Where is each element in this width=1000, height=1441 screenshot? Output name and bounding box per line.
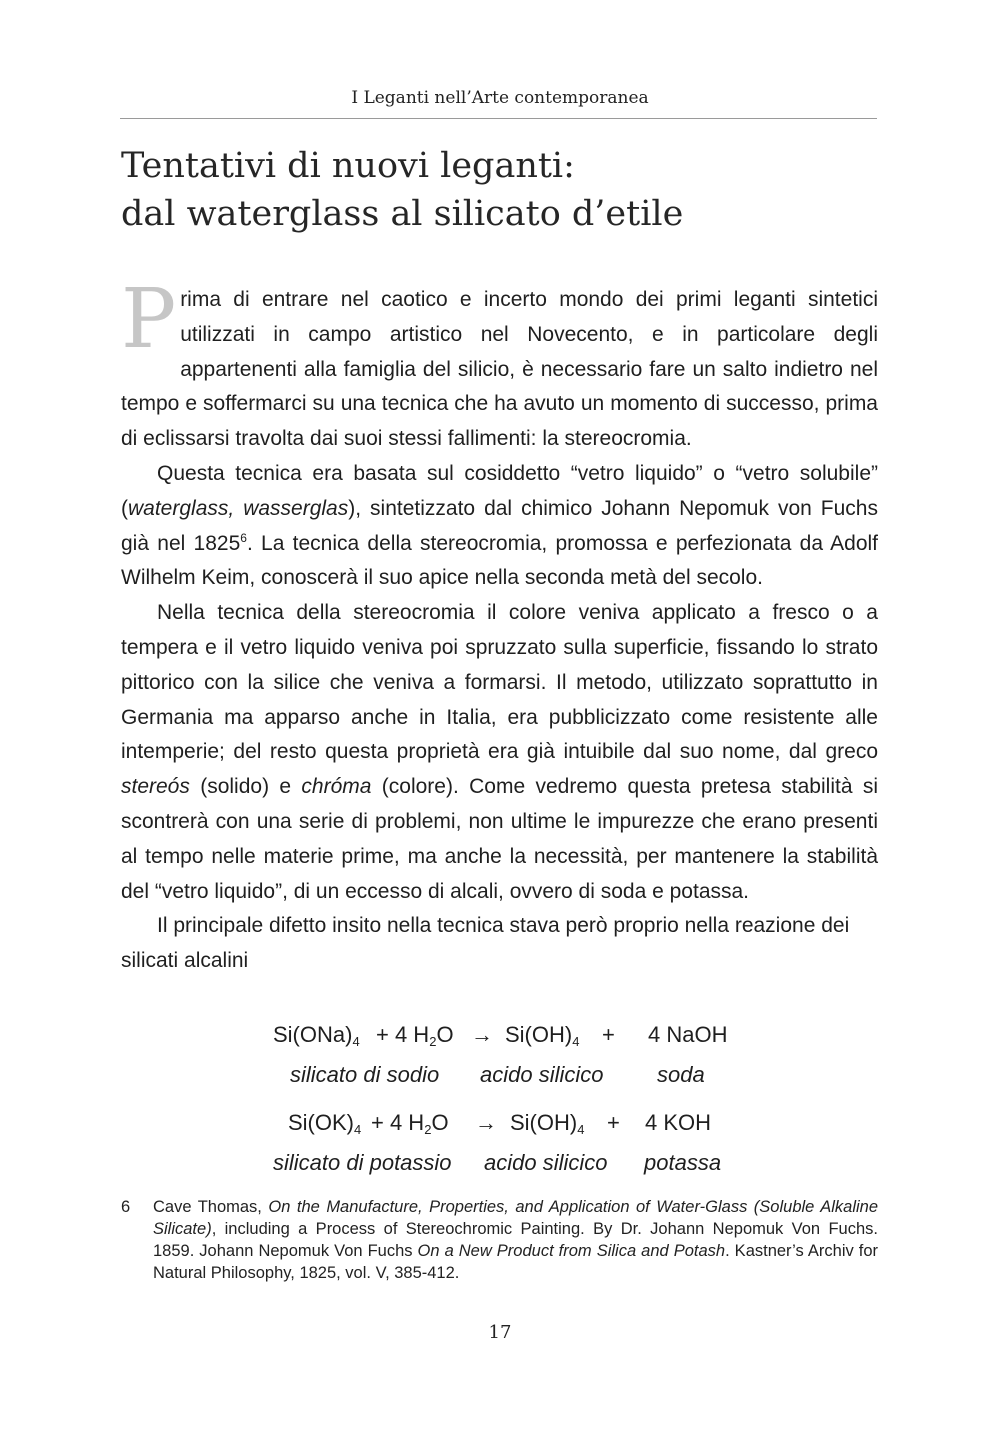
equation-1-product-subscript: 4 [572, 1034, 580, 1049]
chapter-title-line-1: Tentativi di nuovi leganti: [121, 146, 575, 186]
equation-2-product [510, 1103, 584, 1143]
equation-2-arrow: → [475, 1110, 497, 1135]
header-rule [120, 118, 877, 119]
equation-1-names [0, 1055, 1000, 1095]
body-text [121, 272, 878, 979]
footnote-number: 6 [121, 1198, 131, 1216]
footnote-text-b: , including a Process of Stereochromic Painting. By Dr. Johann Nepomuk Von Fuchs. 1859. Johann Nepomuk Von Fuchs [153, 1220, 878, 1260]
equation-2-plus: + [607, 1110, 620, 1135]
equation-2-reactant-subscript: 4 [354, 1122, 362, 1137]
equation-1-arrow: → [471, 1022, 493, 1047]
footnote-italic-1: On the Manufacture, Properties, and Application of Water-Glass (Soluble Alkaline Silicate) [153, 1198, 878, 1238]
equation-1-product-formula: Si(OH) [505, 1022, 573, 1047]
paragraph-2-text-a: Questa tecnica era basata sul cosiddetto “vetro liquido” o “vetro solubile” ( [121, 461, 878, 520]
equation-2-names [0, 1143, 1000, 1183]
equation-2-reactant-formula: Si(OK) [288, 1110, 354, 1135]
equation-1-name-byproduct: soda [657, 1062, 705, 1087]
equation-1-name-reactant: silicato di sodio [290, 1062, 440, 1087]
paragraph-1-text: rima di entrare nel caotico e incerto mondo dei primi leganti sintetici utilizzati in campo artistico nel Novecento, e in particolare degli appartenenti alla famiglia del silicio, è necessario fare un salto indietro nel tempo e soffermarci su una tecnica che ha avuto un momento di successo, prima di eclissarsi travolta dai suoi stessi fallimenti: la stereocromia. [121, 288, 878, 451]
chapter-title [121, 142, 881, 238]
equation-2-name-reactant: silicato di potassio [273, 1150, 452, 1175]
equation-1 [0, 1015, 1000, 1055]
paragraph-3-text-b: (solido) e [189, 775, 302, 799]
equation-1-water [376, 1015, 454, 1055]
paragraph-2 [121, 457, 878, 596]
footnote-text-c: . Kastner’s Archiv for Natural Philosophy, 1825, vol. V, 385-412. [153, 1242, 879, 1282]
chemical-equations [0, 1015, 1000, 1183]
equation-1-reactant [273, 1015, 360, 1055]
equation-1-reactant-formula: Si(ONa) [273, 1022, 353, 1047]
equation-2 [0, 1103, 1000, 1143]
paragraph-3-text-c: (colore). Come vedremo questa pretesa stabilità si scontrerà con una serie di problemi, non ultime le impurezze che erano presenti al tempo nelle materie prime, ma anche la necessità, per mantenere la stabilità del “vetro liquido”, di un eccesso di alcali, ovvero di soda e potassa. [121, 775, 878, 903]
paragraph-2-text-c: . La tecnica della stereocromia, promossa e perfezionata da Adolf Wilhelm Keim, conoscerà il suo apice nella seconda metà del secolo. [121, 531, 878, 590]
paragraph-3-text-a: Nella tecnica della stereocromia il colore veniva applicato a fresco o a tempera e il vetro liquido veniva poi spruzzato sulla superficie, fissando lo strato pittorico con la silice che veniva a formarsi. Il metodo, utilizzato soprattutto in Germania ma apparso anche in Italia, era pubblicizzato come resistente alle intemperie; del resto questa proprietà era già intuibile dal suo nome, dal greco [121, 601, 878, 764]
equation-2-water [371, 1103, 449, 1143]
paragraph-4: Il principale difetto insito nella tecnica stava però proprio nella reazione dei silicati alcalini [121, 914, 850, 973]
equation-2-reactant [288, 1103, 361, 1143]
paragraph-3-italic-2: chróma [301, 775, 372, 799]
equation-1-water-end: O [436, 1022, 454, 1047]
paragraph-3 [121, 596, 878, 909]
footnote-reference: 6 [240, 530, 247, 545]
footnote-italic-2: On a New Product from Silica and Potash [417, 1242, 726, 1260]
footnote [121, 1196, 878, 1284]
chapter-title-line-2: dal waterglass al silicato d’etile [121, 194, 684, 234]
equation-1-plus: + [602, 1022, 615, 1047]
equation-2-name-product: acido silicico [484, 1150, 608, 1175]
equation-1-reactant-subscript: 4 [352, 1034, 360, 1049]
paragraph-3-italic-1: stereós [121, 775, 190, 799]
equation-1-water-subscript: 2 [429, 1034, 437, 1049]
equation-1-product [505, 1015, 579, 1055]
equation-2-water-end: O [431, 1110, 449, 1135]
equation-1-name-product: acido silicico [480, 1062, 604, 1087]
equation-1-byproduct: 4 NaOH [648, 1022, 728, 1047]
running-head: I Leganti nell’Arte contemporanea [351, 88, 649, 108]
page-number: 17 [488, 1322, 512, 1343]
drop-cap: P [121, 272, 177, 367]
equation-2-water-subscript: 2 [424, 1122, 432, 1137]
equation-2-name-byproduct: potassa [644, 1150, 722, 1175]
paragraph-2-text-b: ), sintetizzato dal chimico Johann Nepomuk von Fuchs già nel 1825 [121, 496, 878, 555]
equation-2-byproduct: 4 KOH [645, 1110, 712, 1135]
footnote-text [153, 1196, 878, 1284]
paragraph-2-italic: waterglass, wasserglas [128, 496, 349, 520]
equation-2-product-formula: Si(OH) [510, 1110, 578, 1135]
equation-1-water-formula: + 4 H [376, 1022, 430, 1047]
equation-2-water-formula: + 4 H [371, 1110, 425, 1135]
equation-2-product-subscript: 4 [577, 1122, 585, 1137]
footnote-text-a: Cave Thomas, [153, 1198, 269, 1216]
paragraph-1 [121, 272, 878, 457]
